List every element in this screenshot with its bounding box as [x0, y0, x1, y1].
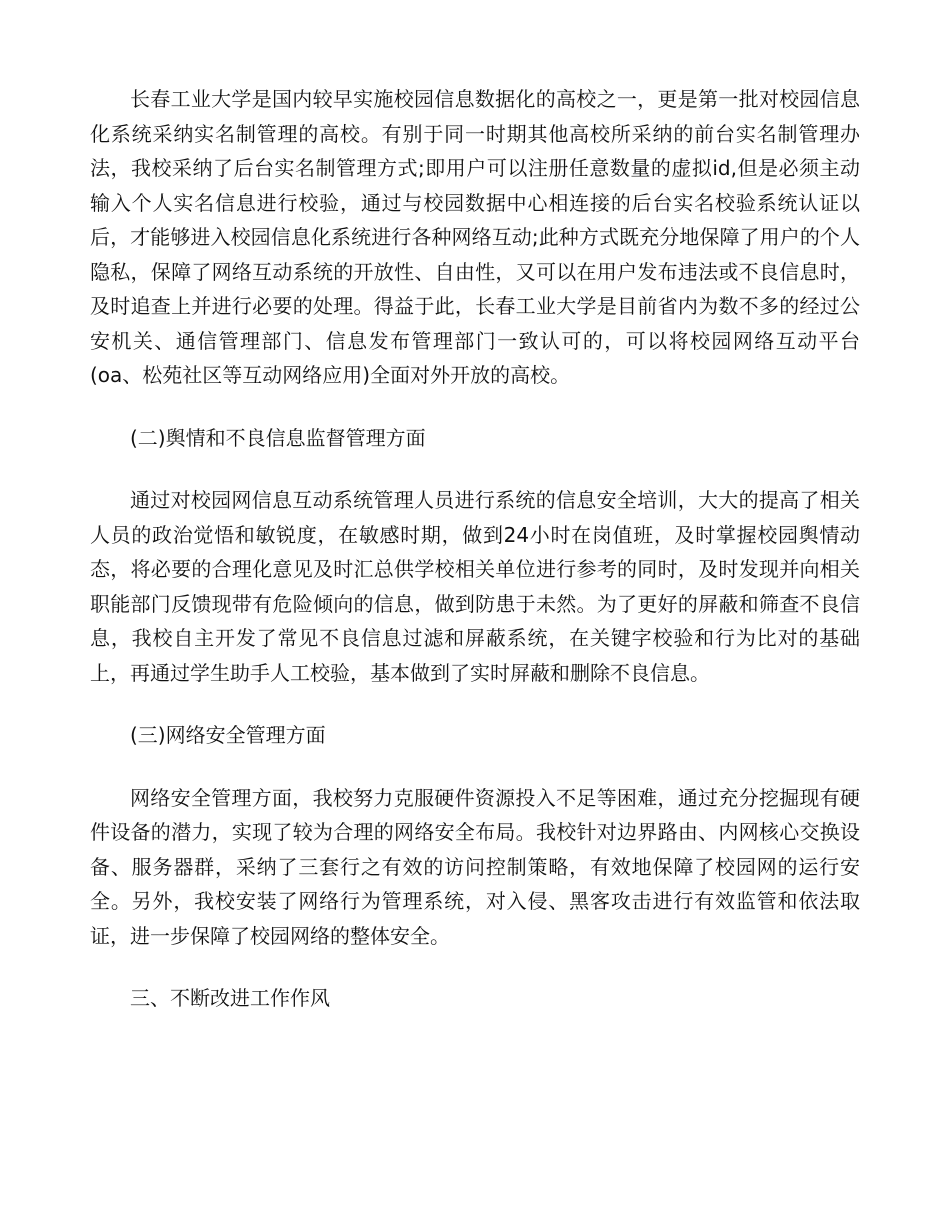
paragraph-real-name-management: 长春工业大学是国内较早实施校园信息数据化的高校之一，更是第一批对校园信息化系统采纳实名制管理的高校。有别于同一时期其他高校所采纳的前台实名制管理办法，我校采纳了后台实名制管理方式;即用户可以注册任意数量的虚拟id,但是必须主动输入个人实名信息进行校验，通过与校园数据中心相连接的后台实名校验系统认证以后，才能够进入校园信息化系统进行各种网络互动;此种方式既充分地保障了用户的个人隐私，保障了网络互动系统的开放性、自由性，又可以在用户发布违法或不良信息时，及时追查上并进行必要的处理。得益于此，长春工业大学是目前省内为数不多的经过公安机关、通信管理部门、信息发布管理部门一致认可的，可以将校园网络互动平台(oa、松苑社区等互动网络应用)全面对外开放的高校。	[90, 87, 860, 387]
document-body	[90, 82, 860, 1044]
section-heading-public-opinion: (二)舆情和不良信息监督管理方面	[130, 425, 426, 450]
section-heading-work-style: 三、不断改进工作作风	[130, 986, 330, 1010]
section-heading-network-security: (三)网络安全管理方面	[130, 723, 326, 747]
paragraph-network-security: 网络安全管理方面，我校努力克服硬件资源投入不足等困难，通过充分挖掘现有硬件设备的潜力，实现了较为合理的网络安全布局。我校针对边界路由、内网核心交换设备、服务器群，采纳了三套行之有效的访问控制策略，有效地保障了校园网的运行安全。另外，我校安装了网络行为管理系统，对入侵、黑客攻击进行有效监管和依法取证，进一步保障了校园网络的整体安全。	[90, 785, 860, 948]
paragraph-public-opinion: 通过对校园网信息互动系统管理人员进行系统的信息安全培训，大大的提高了相关人员的政治觉悟和敏锐度，在敏感时期，做到24小时在岗值班，及时掌握校园舆情动态，将必要的合理化意见及时汇总供学校相关单位进行参考的同时，及时发现并向相关职能部门反馈现带有危险倾向的信息，做到防患于未然。为了更好的屏蔽和筛查不良信息，我校自主开发了常见不良信息过滤和屏蔽系统，在关键字校验和行为比对的基础上，再通过学生助手人工校验，基本做到了实时屏蔽和删除不良信息。	[90, 488, 860, 685]
